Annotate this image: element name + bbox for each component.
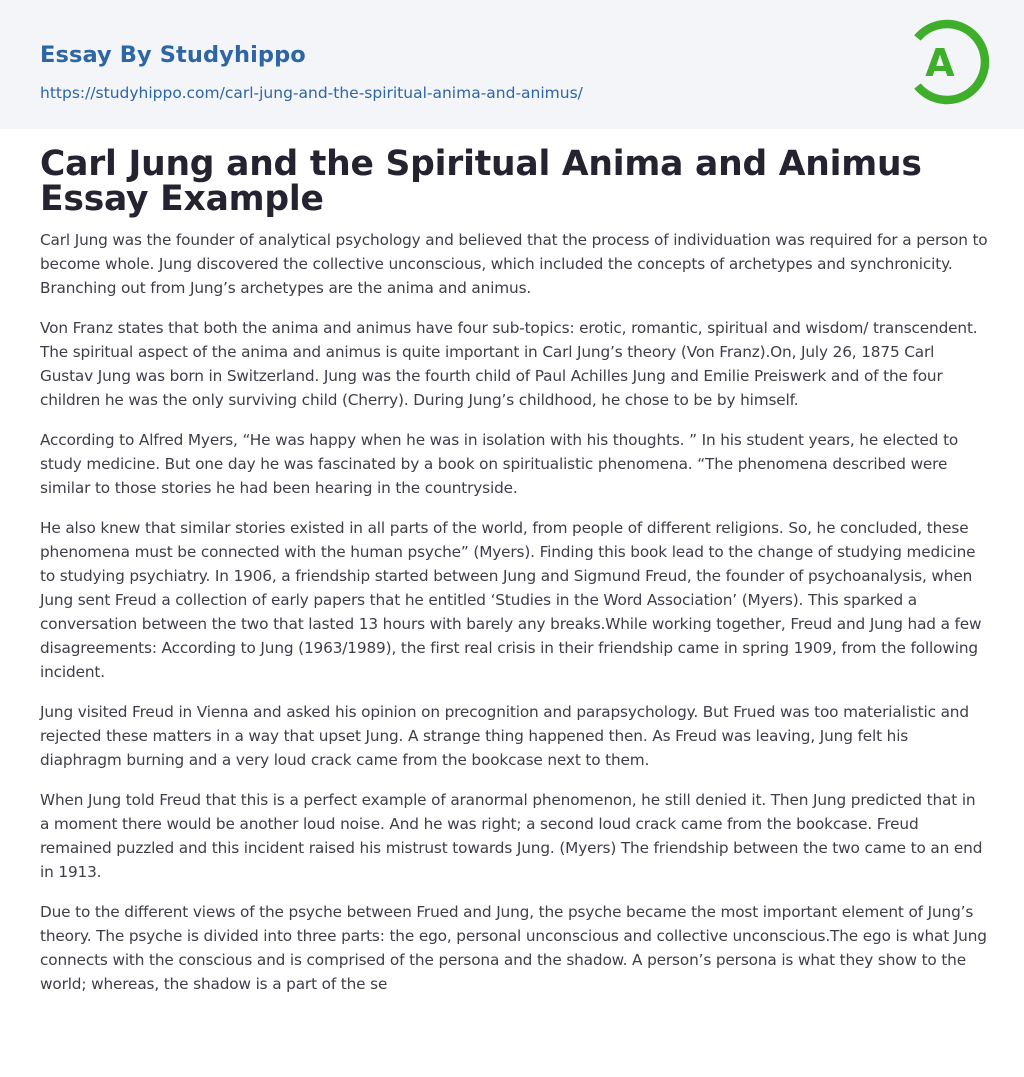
paragraph: Jung visited Freud in Vienna and asked his opinion on precognition and parapsychology. But Frued was too materialistic and rejected these matters in a way that upset Jung. A strange thing happened then. As Freud was leaving, Jung felt his diaphragm burning and a very loud crack came from the bookcase next to them. bbox=[40, 703, 969, 769]
paragraph: He also knew that similar stories existed in all parts of the world, from people of different religions. So, he concluded, these phenomena must be connected with the human psyche” (Myers). Finding this book lead to the change of studying medicine to studying psychiatry. In 1906, a friendship started between Jung and Sigmund Freud, the founder of psychoanalysis, when Jung sent Freud a collection of early papers that he entitled ‘Studies in the Word Association’ (Myers). This sparked a conversation between the two that lasted 13 hours with barely any breaks.While working together, Freud and Jung had a few disagreements: According to Jung (1963/1989), the first real crisis in their friendship came in spring 1909, from the following incident. bbox=[40, 519, 982, 681]
logo-letter: A bbox=[925, 41, 955, 85]
paragraph: Von Franz states that both the anima and animus have four sub-topics: erotic, romantic, spiritual and wisdom/ transcendent. The spiritual aspect of the anima and animus is quite important in Carl Jung’s theory (Von Franz).On, July 26, 1875 Carl Gustav Jung was born in Switzerland. Jung was the fourth child of Paul Achilles Jung and Emilie Preiswerk and of the four children he was the only surviving child (Cherry). During Jung’s childhood, he chose to be by himself. bbox=[40, 319, 978, 409]
paragraph: Due to the different views of the psyche between Frued and Jung, the psyche became the most important element of Jung’s theory. The psyche is divided into three parts: the ego, personal unconscious and collective unconscious.The ego is what Jung connects with the conscious and is comprised of the persona and the shadow. A person’s persona is what they show to the world; whereas, the shadow is a part of the se bbox=[40, 903, 987, 993]
paragraph: Carl Jung was the founder of analytical psychology and believed that the process of individuation was required for a person to become whole. Jung discovered the collective unconscious, which included the concepts of archetypes and synchronicity. Branching out from Jung’s archetypes are the anima and animus. bbox=[40, 231, 988, 297]
article-title: Carl Jung and the Spiritual Anima and Animus Essay Example bbox=[40, 144, 922, 219]
paragraph: According to Alfred Myers, “He was happy when he was in isolation with his thoughts. ” In his student years, he elected to study medicine. But one day he was fascinated by a book on spiritualistic phenomena. “The phenomena described were similar to those stories he had been hearing in the countryside. bbox=[40, 431, 959, 497]
page-url-link[interactable]: https://studyhippo.com/carl-jung-and-the-spiritual-anima-and-animus/ bbox=[40, 84, 583, 102]
article-body bbox=[40, 228, 988, 1012]
studyhippo-logo-icon[interactable] bbox=[909, 18, 989, 106]
paragraph: When Jung told Freud that this is a perfect example of aranormal phenomenon, he still denied it. Then Jung predicted that in a moment there would be another loud noise. And he was right; a second loud crack came from the bookcase. Freud remained puzzled and this incident raised his mistrust towards Jung. (Myers) The friendship between the two came to an end in 1913. bbox=[40, 791, 983, 881]
site-brand[interactable]: Essay By Studyhippo bbox=[40, 42, 306, 68]
site-header bbox=[0, 0, 1024, 129]
